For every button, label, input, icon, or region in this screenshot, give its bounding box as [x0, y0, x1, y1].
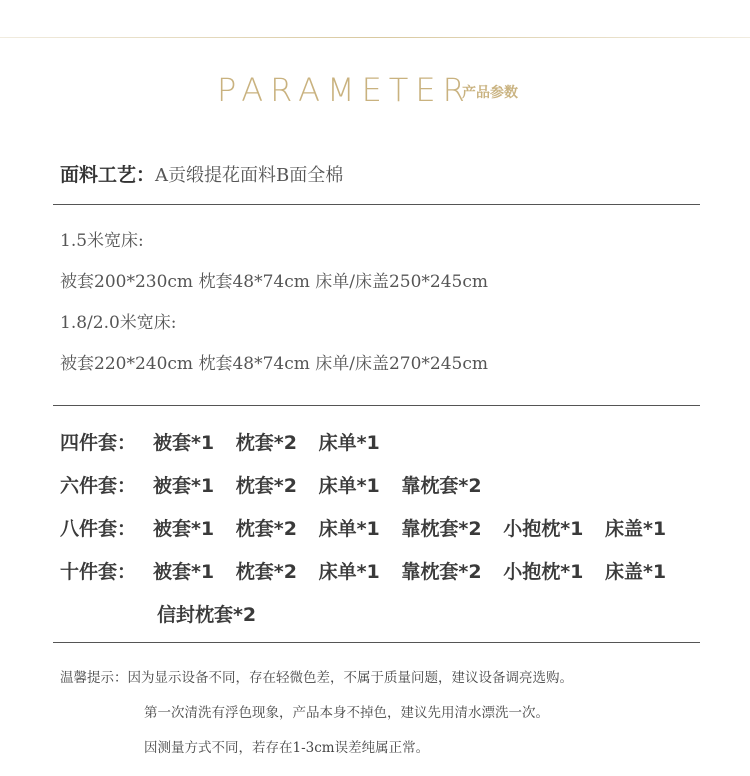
size-heading-1: 1.5米宽床: [60, 231, 144, 251]
notes-label: 温馨提示： [60, 670, 128, 686]
heading-title: PARAMETER [217, 71, 472, 109]
set-item: 靠枕套*2 [401, 561, 482, 583]
set-row-continuation [60, 597, 720, 640]
set-item: 床盖*1 [604, 518, 667, 540]
set-item: 被套*1 [153, 561, 215, 583]
set-label: 四件套： [60, 432, 137, 454]
size-list [60, 227, 700, 391]
set-row [60, 511, 720, 554]
top-divider [0, 37, 750, 38]
set-item: 枕套*2 [235, 518, 297, 540]
size-heading-2: 1.8/2.0米宽床: [60, 313, 177, 333]
set-item: 床单*1 [318, 475, 380, 497]
set-row [60, 425, 720, 468]
note-line [60, 666, 740, 701]
set-row [60, 554, 720, 597]
set-items [153, 511, 681, 554]
set-items [153, 468, 497, 511]
set-item: 被套*1 [153, 518, 215, 540]
set-item: 信封枕套*2 [157, 604, 257, 626]
note-line: 第一次清洗有浮色现象，产品本身不掉色，建议先用清水漂洗一次。 [144, 705, 549, 721]
divider-3 [53, 642, 700, 643]
set-list [60, 425, 720, 640]
set-items [153, 554, 681, 597]
notes-section [60, 666, 740, 771]
set-item: 床单*1 [318, 561, 380, 583]
heading-subtitle: 产品参数 [462, 85, 518, 101]
set-item: 床单*1 [318, 518, 380, 540]
note-text: 因为显示设备不同，存在轻微色差，不属于质量问题，建议设备调亮选购。 [127, 670, 573, 686]
set-label: 六件套： [60, 475, 137, 497]
set-item: 被套*1 [153, 475, 215, 497]
fabric-label: 面料工艺： [60, 164, 156, 186]
section-heading [0, 72, 750, 112]
set-item: 靠枕套*2 [401, 475, 482, 497]
set-item: 小抱枕*1 [503, 518, 584, 540]
fabric-value: A贡缎提花面料B面全棉 [155, 165, 344, 186]
set-item: 枕套*2 [235, 475, 297, 497]
set-item: 被套*1 [153, 432, 215, 454]
set-label: 八件套： [60, 518, 137, 540]
set-item: 床盖*1 [604, 561, 667, 583]
divider-2 [53, 405, 700, 406]
fabric-spec [60, 162, 343, 188]
set-label: 十件套： [60, 561, 137, 583]
set-items [153, 425, 395, 468]
set-item: 枕套*2 [235, 432, 297, 454]
divider-1 [53, 204, 700, 205]
size-detail-1: 被套200*230cm 枕套48*74cm 床单/床盖250*245cm [60, 272, 489, 292]
size-detail-2: 被套220*240cm 枕套48*74cm 床单/床盖270*245cm [60, 354, 489, 374]
set-item: 靠枕套*2 [401, 518, 482, 540]
set-row [60, 468, 720, 511]
set-item: 小抱枕*1 [503, 561, 584, 583]
set-item: 床单*1 [318, 432, 380, 454]
set-item: 枕套*2 [235, 561, 297, 583]
note-line: 因测量方式不同，若存在1-3cm误差纯属正常。 [144, 740, 430, 756]
